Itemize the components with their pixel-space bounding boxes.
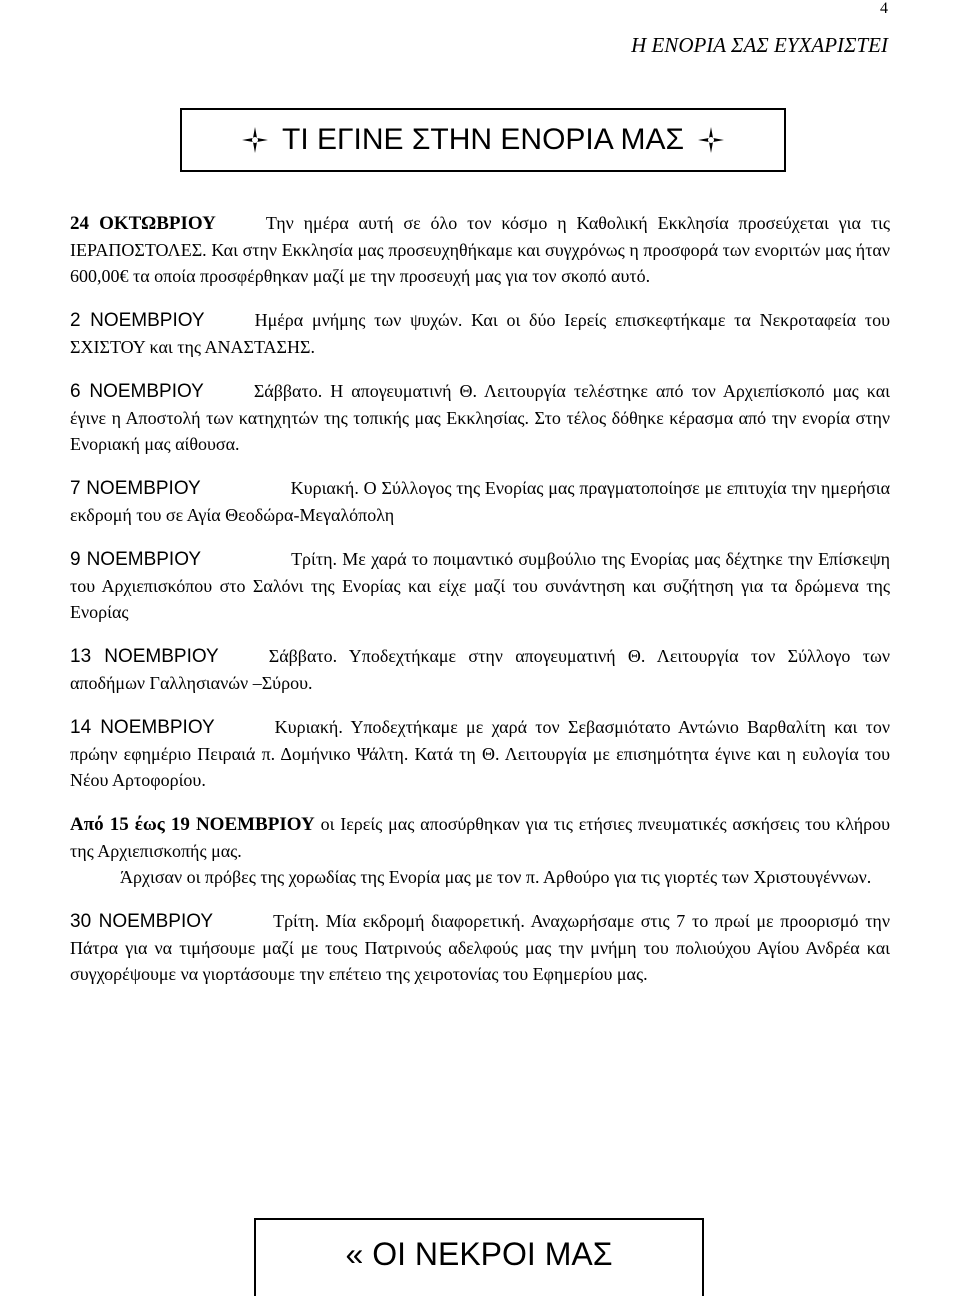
four-point-star-icon bbox=[698, 127, 724, 153]
section-title-box bbox=[180, 108, 786, 172]
event-date: 7 ΝΟΕΜΒΡΙΟΥ bbox=[70, 478, 201, 499]
page-number: 4 bbox=[880, 0, 888, 17]
newsletter-header: Η ΕΝΟΡΙΑ ΣΑΣ ΕΥΧΑΡΙΣΤΕΙ bbox=[631, 33, 888, 57]
event-entry bbox=[70, 811, 890, 890]
event-date: 6 ΝΟΕΜΒΡΙΟΥ bbox=[70, 381, 204, 402]
event-date: 24 ΟΚΤΩΒΡΙΟΥ bbox=[70, 213, 216, 234]
event-entry bbox=[70, 475, 890, 528]
event-text: Την ημέρα αυτή σε όλο τον κόσμο η Καθολική Εκκλησία προσεύχεται για τις ΙΕΡΑΠΟΣΤΟΛΕΣ. Και στην Εκκλησία μας προσευχηθήκαμε και συγχρόνως η προσφορά των ενοριτών μας ήταν 600,00€ τα οποία προσφέρθηκαν μαζί με την προσευχή μας για τον σκοπό αυτό. bbox=[70, 213, 890, 286]
event-date: 14 ΝΟΕΜΒΡΙΟΥ bbox=[70, 717, 215, 738]
event-entry bbox=[70, 307, 890, 360]
event-text: Ημέρα μνήμης των ψυχών. Και οι δύο Ιερείς επισκεφτήκαμε τα Νεκροταφεία του ΣΧΙΣΤΟΥ και της ΑΝΑΣΤΑΣΗΣ. bbox=[70, 310, 890, 357]
event-entry bbox=[70, 908, 890, 987]
event-text-secondary: Άρχισαν οι πρόβες της χορωδίας της Ενορία μας με τον π. Αρθούρο για τις γιορτές των Χριστουγέννων. bbox=[120, 867, 872, 887]
event-entry bbox=[70, 714, 890, 793]
event-entry bbox=[70, 210, 890, 289]
next-section-title: « ΟΙ ΝΕΚΡΟΙ ΜΑΣ bbox=[345, 1236, 613, 1272]
event-text: Τρίτη. Μία εκδρομή διαφορετική. Αναχωρήσαμε στις 7 το πρωί με προορισμό την Πάτρα για να τιμήσουμε μαζί με τους Πατρινούς αδελφούς μας την μνήμη του πολιούχου Αγίου Ανδρέα και συγχορέψουμε να γιορτάσουμε την επέτειο της χειροτονίας του Εφημερίου μας. bbox=[70, 911, 890, 984]
event-date: 13 ΝΟΕΜΒΡΙΟΥ bbox=[70, 646, 219, 667]
event-entry bbox=[70, 643, 890, 696]
event-date: 9 ΝΟΕΜΒΡΙΟΥ bbox=[70, 549, 202, 570]
section-title: ΤΙ ΕΓΙΝΕ ΣΤΗΝ ΕΝΟΡΙΑ ΜΑΣ bbox=[282, 123, 684, 156]
event-text: Τρίτη. Με χαρά το ποιμαντικό συμβούλιο της Ενορίας μας δέχτηκε την Επίσκεψη του Αρχιεπισκόπου στο Σαλόνι της Ενορίας και είχε μαζί του συνάντηση και συζήτηση για τα δρώμενα της Ενορίας bbox=[70, 549, 891, 622]
event-text: Κυριακή. Υποδεχτήκαμε με χαρά τον Σεβασμιότατο Αντώνιο Βαρθαλίτη και τον πρώην εφημέριο Πειραιά π. Δομήνικο Ψάλτη. Κατά τη Θ. Λειτουργία με επισημότητα έγινε και η ευλογία του Νέου Αρτοφορίου. bbox=[70, 717, 890, 790]
four-point-star-icon bbox=[242, 127, 268, 153]
events-content bbox=[70, 210, 890, 1005]
event-text: οι Ιερείς μας αποσύρθηκαν για τις ετήσιες πνευματικές ασκήσεις του κλήρου της Αρχιεπισκοπής μας. bbox=[70, 814, 890, 861]
next-section-title-box bbox=[254, 1218, 704, 1296]
event-text: Σάββατο. Υποδεχτήκαμε στην απογευματινή Θ. Λειτουργία τον Σύλλογο των αποδήμων Γαλλησιανών –Σύρου. bbox=[70, 646, 890, 693]
event-text: Σάββατο. Η απογευματινή Θ. Λειτουργία τελέστηκε από τον Αρχιεπίσκοπό μας και έγινε η Αποστολή των κατηχητών της τοπικής μας Εκκλησίας. Στο τέλος δόθηκε κέρασμα από την ενορία στην Ενοριακή μας αίθουσα. bbox=[70, 381, 890, 454]
event-entry bbox=[70, 378, 890, 457]
event-date: Από 15 έως 19 ΝΟΕΜΒΡΙΟΥ bbox=[70, 814, 315, 835]
event-text: Κυριακή. Ο Σύλλογος της Ενορίας μας πραγματοποίησε με επιτυχία την ημερήσια εκδρομή του σε Αγία Θεοδώρα-Μεγαλόπολη bbox=[70, 478, 891, 525]
event-entry bbox=[70, 546, 890, 625]
event-date: 2 ΝΟΕΜΒΡΙΟΥ bbox=[70, 310, 205, 331]
event-date: 30 ΝΟΕΜΒΡΙΟΥ bbox=[70, 911, 214, 932]
